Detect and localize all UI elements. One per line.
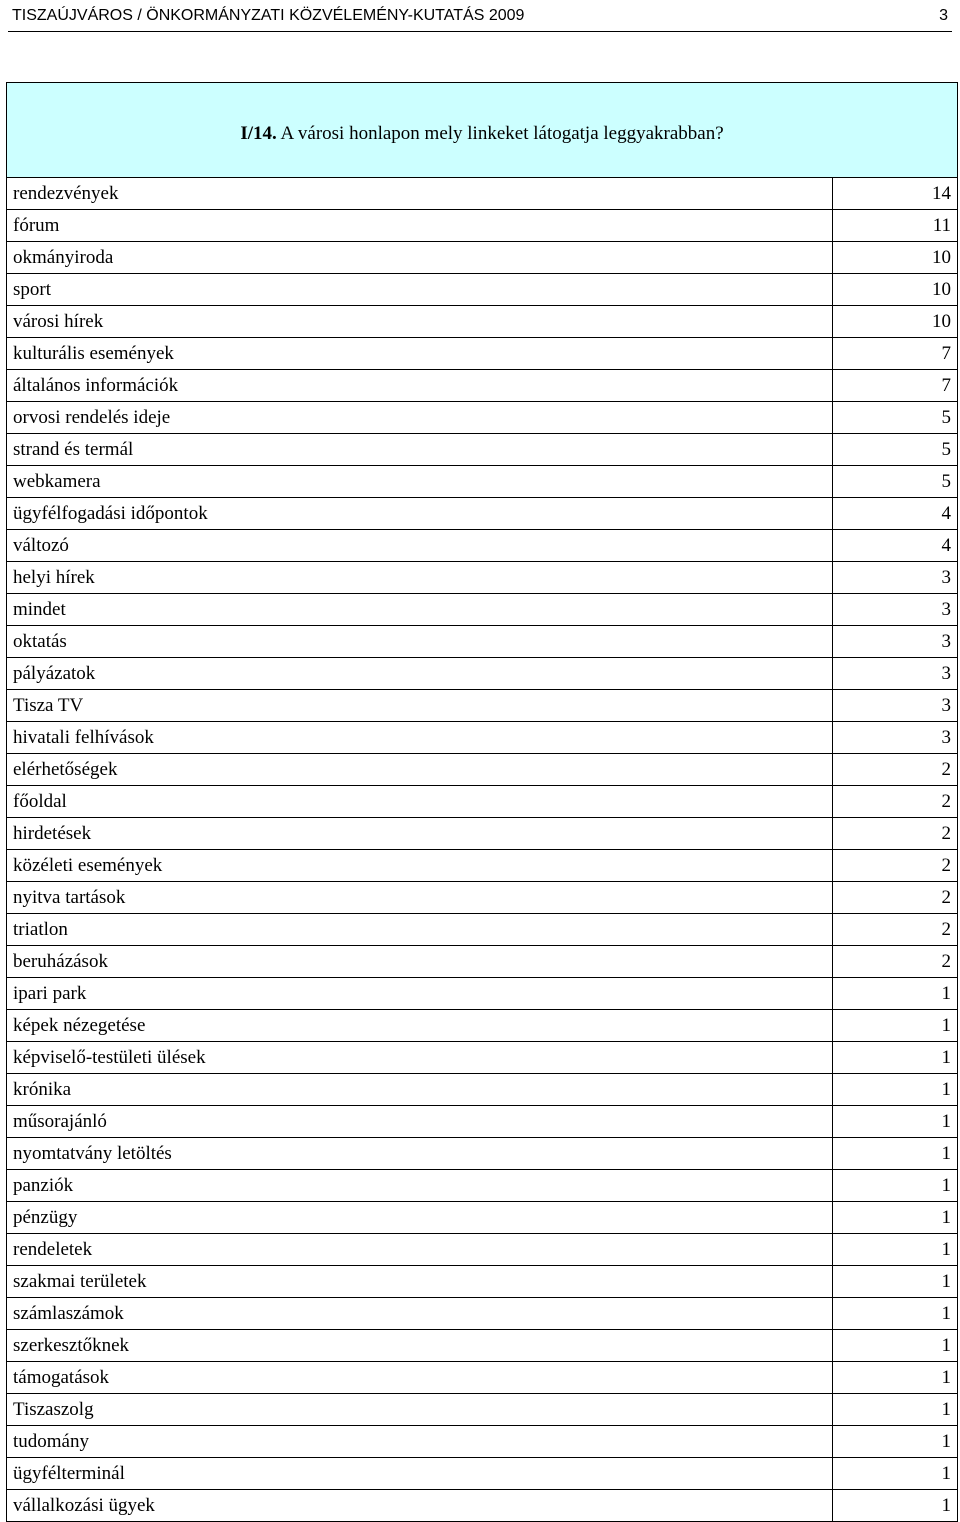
table-row: [7, 882, 958, 914]
link-label-cell: ügyfélterminál: [7, 1458, 833, 1490]
link-label-cell: krónika: [7, 1074, 833, 1106]
count-cell: 1: [833, 1490, 958, 1522]
link-label-cell: oktatás: [7, 626, 833, 658]
count-cell: 10: [833, 242, 958, 274]
table-row: [7, 1394, 958, 1426]
count-cell: 3: [833, 722, 958, 754]
table-row: [7, 338, 958, 370]
table-row: [7, 818, 958, 850]
link-label-cell: változó: [7, 530, 833, 562]
table-row: [7, 914, 958, 946]
count-cell: 3: [833, 690, 958, 722]
link-label-cell: rendezvények: [7, 178, 833, 210]
table-row: [7, 1074, 958, 1106]
table-row: [7, 978, 958, 1010]
link-label-cell: rendeletek: [7, 1234, 833, 1266]
count-cell: 14: [833, 178, 958, 210]
count-cell: 1: [833, 1394, 958, 1426]
link-label-cell: webkamera: [7, 466, 833, 498]
link-label-cell: nyitva tartások: [7, 882, 833, 914]
count-cell: 1: [833, 1170, 958, 1202]
count-cell: 1: [833, 1106, 958, 1138]
count-cell: 2: [833, 786, 958, 818]
count-cell: 10: [833, 274, 958, 306]
table-row: [7, 434, 958, 466]
table-row: [7, 850, 958, 882]
table-row: [7, 370, 958, 402]
link-label-cell: képviselő-testületi ülések: [7, 1042, 833, 1074]
count-cell: 5: [833, 466, 958, 498]
count-cell: 1: [833, 1458, 958, 1490]
link-label-cell: helyi hírek: [7, 562, 833, 594]
table-row: [7, 274, 958, 306]
table-row: [7, 1266, 958, 1298]
table-row: [7, 1234, 958, 1266]
table-row: [7, 1458, 958, 1490]
count-cell: 1: [833, 1234, 958, 1266]
table-row: [7, 1490, 958, 1522]
link-label-cell: vállalkozási ügyek: [7, 1490, 833, 1522]
table-row: [7, 498, 958, 530]
table-row: [7, 1362, 958, 1394]
link-label-cell: szakmai területek: [7, 1266, 833, 1298]
count-cell: 2: [833, 818, 958, 850]
count-cell: 3: [833, 562, 958, 594]
link-label-cell: mindet: [7, 594, 833, 626]
link-label-cell: beruházások: [7, 946, 833, 978]
link-label-cell: tudomány: [7, 1426, 833, 1458]
count-cell: 2: [833, 754, 958, 786]
count-cell: 4: [833, 530, 958, 562]
table-row: [7, 1106, 958, 1138]
table-row: [7, 754, 958, 786]
count-cell: 5: [833, 402, 958, 434]
link-label-cell: közéleti események: [7, 850, 833, 882]
table-row: [7, 1426, 958, 1458]
link-label-cell: strand és termál: [7, 434, 833, 466]
count-cell: 7: [833, 370, 958, 402]
table-row: [7, 1138, 958, 1170]
count-cell: 2: [833, 850, 958, 882]
count-cell: 2: [833, 882, 958, 914]
count-cell: 1: [833, 1330, 958, 1362]
count-cell: 1: [833, 1042, 958, 1074]
count-cell: 1: [833, 1138, 958, 1170]
table-row: [7, 178, 958, 210]
table-row: [7, 466, 958, 498]
link-label-cell: pénzügy: [7, 1202, 833, 1234]
table-row: [7, 1298, 958, 1330]
link-label-cell: általános információk: [7, 370, 833, 402]
table-body: [7, 83, 958, 1522]
question-text: A városi honlapon mely linkeket látogatja leggyakrabban?: [280, 123, 724, 144]
link-label-cell: orvosi rendelés ideje: [7, 402, 833, 434]
count-cell: 1: [833, 1010, 958, 1042]
link-label-cell: elérhetőségek: [7, 754, 833, 786]
header-title: TISZAÚJVÁROS / ÖNKORMÁNYZATI KÖZVÉLEMÉNY-KUTATÁS 2009: [12, 7, 525, 24]
table-row: [7, 626, 958, 658]
link-label-cell: számlaszámok: [7, 1298, 833, 1330]
question-title: [7, 83, 958, 178]
count-cell: 3: [833, 626, 958, 658]
page-header: [8, 3, 952, 32]
table-row: [7, 242, 958, 274]
table-row: [7, 722, 958, 754]
count-cell: 1: [833, 1426, 958, 1458]
table-row: [7, 1202, 958, 1234]
table-row: [7, 306, 958, 338]
count-cell: 11: [833, 210, 958, 242]
table-row: [7, 946, 958, 978]
link-label-cell: szerkesztőknek: [7, 1330, 833, 1362]
table-row: [7, 594, 958, 626]
link-label-cell: Tiszaszolg: [7, 1394, 833, 1426]
count-cell: 1: [833, 1266, 958, 1298]
count-cell: 2: [833, 946, 958, 978]
link-label-cell: panziók: [7, 1170, 833, 1202]
link-label-cell: triatlon: [7, 914, 833, 946]
link-label-cell: ipari park: [7, 978, 833, 1010]
link-label-cell: műsorajánló: [7, 1106, 833, 1138]
table-row: [7, 1042, 958, 1074]
link-label-cell: hivatali felhívások: [7, 722, 833, 754]
count-cell: 2: [833, 914, 958, 946]
question-row: [7, 83, 958, 178]
count-cell: 1: [833, 1362, 958, 1394]
table-row: [7, 530, 958, 562]
link-label-cell: pályázatok: [7, 658, 833, 690]
count-cell: 5: [833, 434, 958, 466]
count-cell: 4: [833, 498, 958, 530]
link-label-cell: ügyfélfogadási időpontok: [7, 498, 833, 530]
page-number: 3: [939, 7, 948, 24]
table-row: [7, 1330, 958, 1362]
count-cell: 3: [833, 658, 958, 690]
link-label-cell: fórum: [7, 210, 833, 242]
count-cell: 1: [833, 978, 958, 1010]
count-cell: 3: [833, 594, 958, 626]
table-row: [7, 1170, 958, 1202]
link-label-cell: nyomtatvány letöltés: [7, 1138, 833, 1170]
table-row: [7, 1010, 958, 1042]
survey-results-table: [6, 82, 958, 1522]
link-label-cell: főoldal: [7, 786, 833, 818]
count-cell: 10: [833, 306, 958, 338]
table-row: [7, 690, 958, 722]
link-label-cell: képek nézegetése: [7, 1010, 833, 1042]
link-label-cell: városi hírek: [7, 306, 833, 338]
table-row: [7, 658, 958, 690]
link-label-cell: hirdetések: [7, 818, 833, 850]
table-row: [7, 562, 958, 594]
link-label-cell: okmányiroda: [7, 242, 833, 274]
link-label-cell: támogatások: [7, 1362, 833, 1394]
count-cell: 1: [833, 1074, 958, 1106]
link-label-cell: kulturális események: [7, 338, 833, 370]
link-label-cell: sport: [7, 274, 833, 306]
count-cell: 7: [833, 338, 958, 370]
count-cell: 1: [833, 1298, 958, 1330]
count-cell: 1: [833, 1202, 958, 1234]
link-label-cell: Tisza TV: [7, 690, 833, 722]
table-row: [7, 402, 958, 434]
question-code: I/14.: [240, 123, 277, 144]
table-row: [7, 210, 958, 242]
table-row: [7, 786, 958, 818]
